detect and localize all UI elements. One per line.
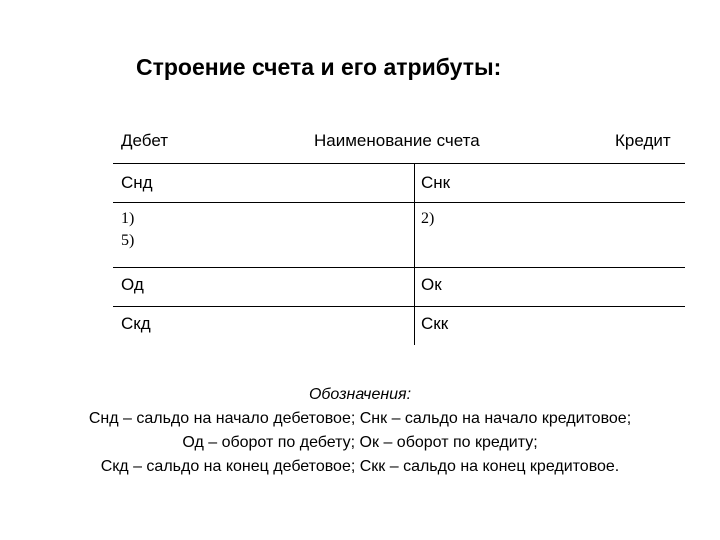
header-debit: Дебет [121, 131, 168, 150]
table-header-line [113, 163, 685, 164]
page-title: Строение счета и его атрибуты: [136, 54, 502, 80]
debit-closing-balance: Скд [121, 314, 151, 333]
debit-opening-balance: Снд [121, 173, 153, 192]
credit-closing-balance: Скк [421, 314, 449, 333]
legend [0, 383, 720, 479]
credit-opening-balance: Снк [421, 173, 451, 192]
header-credit: Кредит [615, 131, 671, 150]
debit-entry-1: 1) [121, 210, 135, 227]
table-center-line [414, 164, 415, 345]
credit-turnover: Ок [421, 275, 442, 294]
legend-line: Снд – сальдо на начало дебетовое; Снк – сальдо на начало кредитовое; [88, 410, 632, 427]
debit-entry-5: 5) [121, 232, 135, 249]
debit-turnover: Од [121, 275, 144, 294]
legend-line: Од – оборот по дебету; Ок – оборот по кредиту; [182, 434, 538, 451]
table-row-line [113, 306, 685, 307]
header-account-name: Наименование счета [314, 131, 480, 150]
table-row-line [113, 267, 685, 268]
table-row-line [113, 202, 685, 203]
legend-title: Обозначения: [308, 386, 412, 403]
credit-entry-2: 2) [421, 210, 435, 227]
legend-line: Скд – сальдо на конец дебетовое; Скк – сальдо на конец кредитовое. [100, 458, 620, 475]
